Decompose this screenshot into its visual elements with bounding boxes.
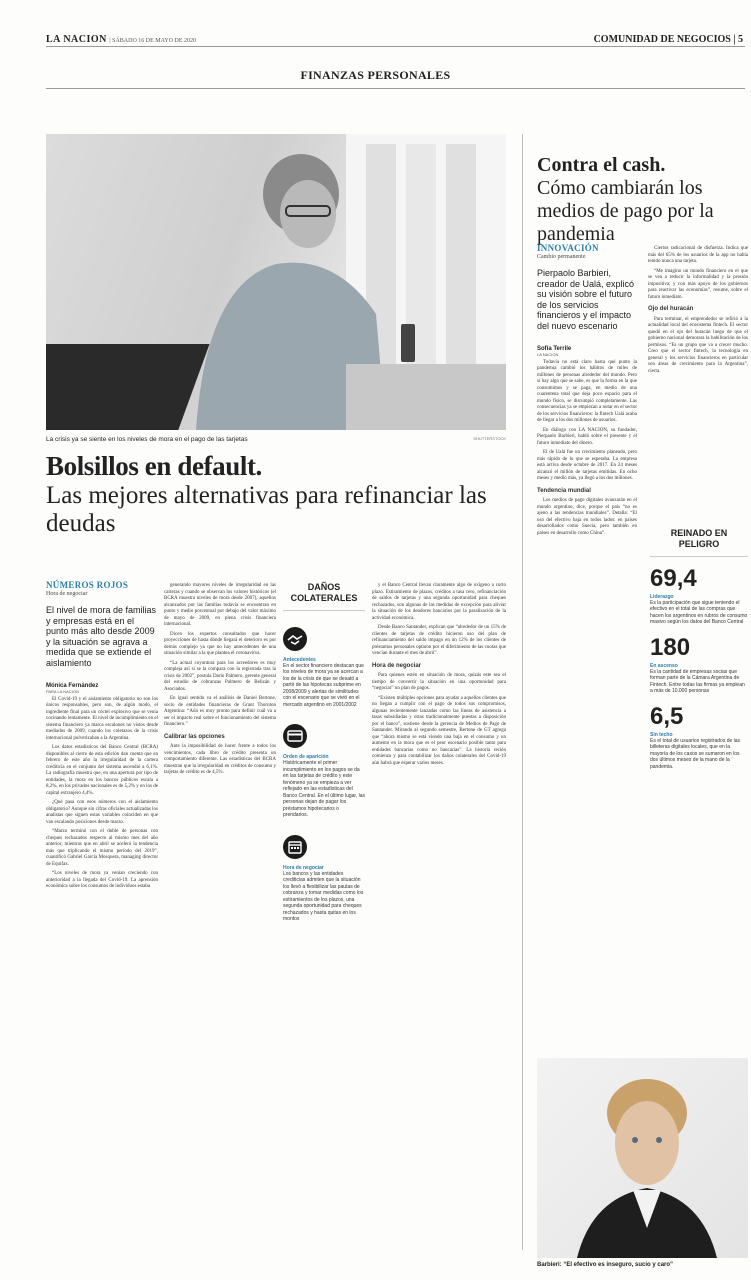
main-byline-sub: PARA LA NACION <box>46 688 79 694</box>
right-article-column-1 <box>537 243 637 537</box>
paragraph: Los datos estadísticos del Banco Central (BCRA) disponibles al cierre de esta edición dan cuenta que en febrero de este año la irregularidad de la cartera crediticia en el conjunto del sistema ascendió a 6,1%. La radiografía muestra que, en una apertura por tipo de entidades, la mora en los bancos públicos escala a 8,2%, en los privados nacionales es de 5,2% y en los de capital extranjero 4,4%. <box>46 745 158 796</box>
main-article-column-1 <box>46 580 158 891</box>
main-photo-caption: La crisis ya se siente en los niveles de mora en el pago de las tarjetas SHUTTERSTOCK <box>46 436 506 443</box>
subhead-hora-negociar: Hora de negociar <box>372 662 422 669</box>
main-body-col1 <box>46 697 158 891</box>
main-article-column-2 <box>164 580 276 777</box>
stat-text: Es la participación que sigue teniendo el efectivo en el total de las compras que hacen los argentinos en rubros de consumo masivo según los datos del Banco Central <box>650 599 748 626</box>
masthead-left <box>46 34 196 45</box>
right-lead: Pierpaolo Barbieri, creador de Ualá, explicó su visión sobre el futuro de los servicios financieros y el impacto del nuevo escenario <box>537 268 635 332</box>
sidebar-item-label: Hora de negociar <box>283 864 324 871</box>
main-lead: El nivel de mora de familias y empresas está en el punto más alto desde 2009 y la situación se agrava a medida que se extiende el aislamiento <box>46 605 157 669</box>
paragraph: “Marzo terminó con el doble de personas con cheques rechazados respecto al mismo mes del año anterior, mientras que en abril se aceleró la tendencia más que triplicando el mismo período del 2019”, cuantificó Gabriel García Mosquera, managing director de Equifax. <box>46 829 158 867</box>
paragraph: El de Ualá fue un crecimiento planeado, pero más rápido de lo que se esperaba. La empresa está activa desde octubre de 2017. En 24 meses alcanzó el millón de tarjetas emitidas. En ocho meses y medio más, ya llegó a los dos millones. <box>537 450 637 482</box>
right-body-col1 <box>537 360 637 538</box>
subhead-calibrar: Calibrar las opciones <box>164 733 225 740</box>
section-name: COMUNIDAD DE NEGOCIOS <box>593 34 731 45</box>
section-title: FINANZAS PERSONALES <box>300 68 451 82</box>
paragraph: Los medios de pago digitales avanzarán en el mundo argentino, dice, porque el país “no es ajeno a las tendencias mundiales”. Detalla: “El uso del efectivo baja en todos lados: en países desarrollados como Suecia, pero también en países en desarrollo como China”. <box>537 498 637 536</box>
main-kicker-sub: Hora de negociar <box>46 591 88 597</box>
right-kicker: INNOVACIÓN <box>537 243 599 253</box>
main-title: Bolsillos en default. <box>46 451 262 481</box>
paragraph: Ante la imposibilidad de hacer frente a todos los vencimientos, cada libro de crédito presenta un comportamiento diferente. Las estadísticas del BCRA muestran que la irregularidad en créditos de consumo y tarjetas de crédito es de 4,5%. <box>164 744 276 776</box>
main-byline: Mónica Fernández <box>46 682 99 689</box>
sidebar-peligro-title: REINADO EN PELIGRO <box>650 528 748 557</box>
paragraph: ¿Qué pasa con esos números con el aislamiento obligatorio? Aunque sin cifras oficiales actualizadas los analistas que siguen estas variables coinciden en que van escalando posiciones desde marzo. <box>46 800 158 825</box>
calendar-icon <box>283 835 307 859</box>
credit-card-icon <box>283 724 307 748</box>
issue-date: | SÁBADO 16 DE MAYO DE 2020 <box>109 38 197 44</box>
right-article-column-2 <box>648 243 748 375</box>
column-divider <box>522 134 523 1250</box>
paragraph: Desde Banco Santander, explican que “alrededor de un 15% de clientes de tarjetas de crédito hicieron uso del plan de refinanciamiento del saldo impago en un 12% de los clientes de préstamos personales optaron por el diferimiento de las cuotas que vencían durante el mes de abril”. <box>372 625 506 656</box>
stat-text: Es la cantidad de empresas socias que forman parte de la Cámara Argentina de Fintech. Entre todas las firmas ya emplean a más de 10.000 personas <box>650 668 745 695</box>
barbieri-portrait-photo <box>537 1058 748 1258</box>
masthead-right: COMUNIDAD DE NEGOCIOS | 5 <box>593 34 743 45</box>
right-title: Contra el cash. <box>537 154 666 176</box>
paragraph: “Me imagino un mundo financiero en el que se vea a reducir la informalidad y la presión impositiva; y con más apoyo de los gobiernos para reactivar las economías”, resume, sobre el futuro inmediato. <box>648 268 748 300</box>
paragraph: El Covid-19 y el aislamiento obligatorio no son los únicos responsables, pero son, de algún modo, el ingrediente final para un cóctel explosivo que se venía cocinando lentamente. El nivel de incumplimiento en el sistema financiero ya marca escalones no vistos desde mediados de 2009, cuando los coletazos de la crisis internacional pulverizaban a la Argentina. <box>46 696 158 741</box>
sidebar-item-label: Orden de aparición <box>283 754 329 761</box>
main-article-column-4 <box>372 580 506 767</box>
paragraph: En diálogo con LA NACION, su fundador, Pierpaolo Barbieri, habló sobre el presente y el futuro inmediato del dinero. <box>537 427 637 446</box>
right-headline <box>537 154 747 246</box>
main-article-photo <box>46 134 506 430</box>
subhead-ojo-huracan: Ojo del huracán <box>648 306 694 312</box>
sidebar-item-text: Históricamente el primer incumplimiento en los pagos se da en las tarjetas de crédito y este fenómeno ya se empieza a ver reflejado en las estadísticas del Banco Central. En el último lugar, las personas dejan de pagar los préstamos hipotecarios o prendarios. <box>283 760 365 819</box>
portrait-caption: Barbieri: “El efectivo es inseguro, sucio y caro” <box>537 1262 674 1268</box>
subhead-tendencia: Tendencia mundial <box>537 487 591 494</box>
right-kicker-sub: Cambio permanente <box>537 254 586 260</box>
right-byline: Sofía Terrile <box>537 345 572 352</box>
paragraph: Dicen los expertos consultados que hacer proyecciones de hasta dónde llegará el deterioro es por demás complejo ya que no hay antecedentes de una situación similar a la que plantea el coronavirus. <box>164 631 276 656</box>
stat-value: 180 <box>650 633 691 661</box>
page-number: 5 <box>738 34 743 45</box>
paragraph: y el Banco Central llevan claramente algo de oxígeno a corto plazo. Estiramiento de plazos, créditos a tasa cero, refinanciación de saldos de tarjetas y una segunda oportunidad para cheques rechazados, son algunas de las medidas de excepción para aliviar la situación de los deudores bancarios por la paralización de la actividad económica. <box>372 583 506 621</box>
newspaper-brand: LA NACION <box>46 34 107 45</box>
stat-value: 6,5 <box>650 702 684 730</box>
sidebar-danos-title: DAÑOS COLATERALES <box>283 582 365 611</box>
sidebar-reinado-en-peligro <box>650 528 748 770</box>
stat-label: En ascenso <box>650 662 678 669</box>
paragraph: “La actual coyuntura para los acreedores es muy compleja así si se la compara con la registrada tras la crisis de 2002”, postula Darío Palmero, gerente general del estudio de cobranzas Palmero de Belizán y Asociados. <box>164 660 276 692</box>
stat-value: 69,4 <box>650 564 697 592</box>
right-subtitle: Cómo cambiarán los medios de pago por la pandemia <box>537 177 714 245</box>
paragraph: “Existen múltiples opciones para ayudar a aquellos clientes que no llegan a cumplir con el pago de todos sus compromisos, algunas recientemente lanzadas como las líneas de asistencia a tasas subsidiadas y otras tradicionalmente puestas a disposición por el banco”, sostiene desde la gerencia de Medios de Pago de Santander. Mirando al segundo semestre, Bertone de GT agrega que “ahora mismo se está viendo una baja en el consumo y un aumento en la mora que es el peor escenario posible tanto para entidades bancarias como no bancarias”. La historia recién comienza y para contabilizar los daños colaterales del Covid-19 aún habrá que esperar varios meses. <box>372 695 506 766</box>
paragraph: Para terminar, el emprendedor se refirió a la actualidad local del ecosistema fintech. El sector quedó en el ojo del huracán luego de que el gobierno nacional demorara la habilitación de los permisos. “Es un grupo que va a crecer mucho. Creo que el sector fintech, la tecnología en general y los servicios financieros en particular son áreas de crecimiento para la Argentina”, cierra. <box>648 316 748 374</box>
paragraph: Ciertos radicacional de disfuerza. Indica que más del 65% de los usuarios de la app no había tenido nunca una tarjeta. <box>648 246 748 264</box>
sidebar-danos-colaterales <box>283 582 365 923</box>
stat-label: Liderazgo <box>650 593 674 600</box>
stat-text: Es el total de usuarios registrados de las billeteras digitales locales, que en la mayoría de los casos se sumaron en los dos últimos meses de la mano de la pandemia. <box>650 737 741 770</box>
person-with-laptop-illustration <box>46 134 506 430</box>
main-headline <box>46 452 506 538</box>
section-rule <box>46 88 745 89</box>
sidebar-item-text: En el sector financiero destacan que los niveles de mora ya se acercan a los de la crisis de que se desató a partir de las hipotecas subprime en 2008/2009 y alertas de similitudes con el escenario que se vivió en el mercado argentino en 2001/2002 <box>283 662 364 708</box>
handshake-icon <box>283 627 307 651</box>
masthead <box>0 0 751 50</box>
right-byline-sub: LA NACION <box>537 351 559 357</box>
paragraph: Para quienes estén en situación de mora, quizás este sea el tiempo de convertir la situación en una oportunidad para “negociar” un plan de pagos. <box>372 673 506 692</box>
photo-credit: SHUTTERSTOCK <box>473 436 506 441</box>
sidebar-item-text: Los bancos y las entidades crediticias admiten que la situación los llevó a flexibilizar las pautas de cobranza y tomar medidas como los estiramientos de los plazos, una segunda oportunidad para cheques rechazados y hasta quitas en los montos <box>283 870 364 923</box>
paragraph: “Los niveles de mora ya venían creciendo con anterioridad a la llegada del Covid-19. La aprensión económica sobre los consumos de individuos estaba <box>46 871 158 890</box>
top-rule <box>46 46 745 47</box>
main-kicker: NÚMEROS ROJOS <box>46 580 129 590</box>
paragraph: generando mayores niveles de irregularidad en las carteras y cuando se observan los valores históricos (el BCRA muestra niveles de mora desde 2007), aquellos alcanzados por las familias todavía se encuentran en punto y medio porcentual por debajo del valor máximo de mayo de 2009, en plena crisis financiera internacional. <box>164 583 276 627</box>
sidebar-item-label: Antecedentes <box>283 656 316 663</box>
portrait-illustration <box>537 1058 748 1258</box>
paragraph: En igual sentido va el análisis de Daniel Bertone, socio de entidades financieras de Grant Thornton Argentina: “Aún es muy pronto para definir cuál va a ser el impacto real sobre el funcionamiento del sistema financiero.” <box>164 696 276 727</box>
stat-label: Sin techo <box>650 731 673 738</box>
paragraph: Todavía no está claro hasta qué punto la pandemia cambió los hábitos de miles de millones de personas alrededor del mundo. Pero sí hay algo que se sabe, es que la forma en la que consumimos y se paga, en medio de una cuarentena total que deja poco espacio para el mundo físico, se disrumpió completamente. Las consecuencias ya se empiezan a notar en el sector de los servicios financieros: la fintech Ualá acaba de llegar a los dos millones de usuarios. <box>537 359 637 424</box>
main-subtitle: Las mejores alternativas para refinanciar las deudas <box>46 481 487 537</box>
